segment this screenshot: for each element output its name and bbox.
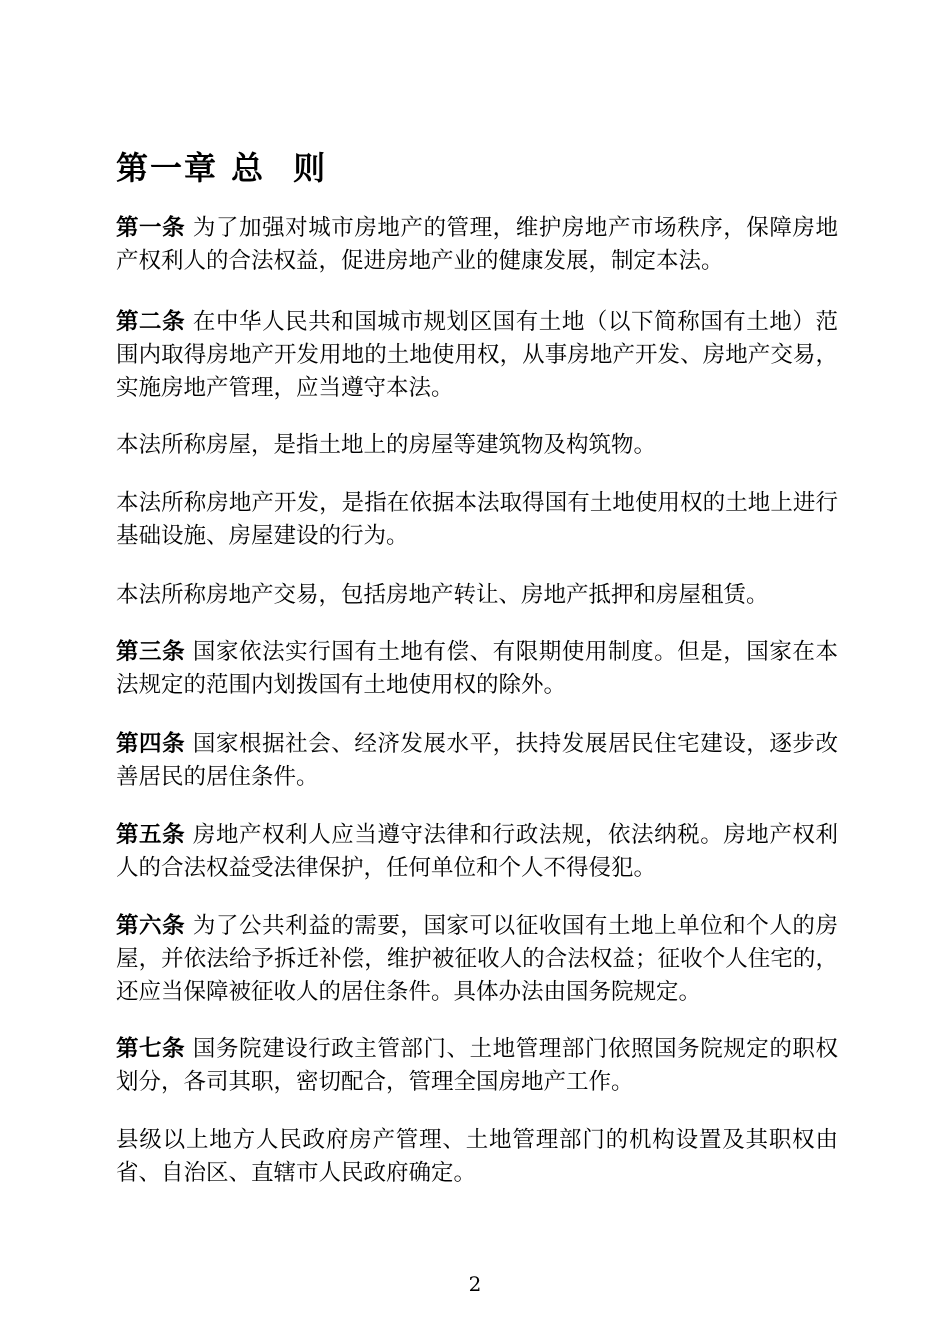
article-text: 国家根据社会、经济发展水平，扶持发展居民住宅建设，逐步改善居民的居住条件。 (116, 731, 838, 790)
article-label: 第三条 (116, 639, 186, 665)
article-4 (116, 728, 838, 794)
article-text: 房地产权利人应当遵守法律和行政法规，依法纳税。房地产权利人的合法权益受法律保护，任何单位和个人不得侵犯。 (116, 822, 838, 881)
chapter-title (116, 143, 327, 189)
article-label: 第六条 (116, 913, 186, 939)
article-1 (116, 212, 838, 278)
article-label: 第五条 (116, 822, 186, 848)
article-2-clause-4 (116, 579, 838, 612)
article-7-clause-2 (116, 1124, 838, 1190)
article-text: 本法所称房地产开发，是指在依据本法取得国有土地使用权的土地上进行基础设施、房屋建设的行为。 (116, 490, 838, 549)
article-label: 第二条 (116, 309, 186, 335)
article-label: 第一条 (116, 215, 186, 241)
chapter-title-part2: 则 (293, 149, 328, 187)
article-2-clause-2 (116, 429, 838, 462)
article-3 (116, 636, 838, 702)
page-number: 2 (468, 1272, 482, 1296)
article-text: 在中华人民共和国城市规划区国有土地（以下简称国有土地）范围内取得房地产开发用地的土地使用权，从事房地产开发、房地产交易，实施房地产管理，应当遵守本法。 (116, 309, 838, 401)
article-text: 本法所称房屋，是指土地上的房屋等建筑物及构筑物。 (116, 432, 657, 458)
article-label: 第七条 (116, 1036, 186, 1062)
article-text: 国务院建设行政主管部门、土地管理部门依照国务院规定的职权划分，各司其职，密切配合，管理全国房地产工作。 (116, 1036, 838, 1095)
article-2 (116, 306, 838, 405)
article-2-clause-3 (116, 487, 838, 553)
article-text: 为了加强对城市房地产的管理，维护房地产市场秩序，保障房地产权利人的合法权益，促进房地产业的健康发展，制定本法。 (116, 215, 838, 274)
article-text: 国家依法实行国有土地有偿、有限期使用制度。但是，国家在本法规定的范围内划拨国有土地使用权的除外。 (116, 639, 838, 698)
article-label: 第四条 (116, 731, 186, 757)
article-text: 为了公共利益的需要，国家可以征收国有土地上单位和个人的房屋，并依法给予拆迁补偿，维护被征收人的合法权益；征收个人住宅的，还应当保障被征收人的居住条件。具体办法由国务院规定。 (116, 913, 838, 1005)
article-text: 县级以上地方人民政府房产管理、土地管理部门的机构设置及其职权由省、自治区、直辖市人民政府确定。 (116, 1127, 838, 1186)
article-7 (116, 1033, 838, 1099)
chapter-title-part1: 第一章 总 (116, 149, 266, 187)
article-5 (116, 819, 838, 885)
article-text: 本法所称房地产交易，包括房地产转让、房地产抵押和房屋租赁。 (116, 582, 769, 608)
article-6 (116, 910, 838, 1009)
